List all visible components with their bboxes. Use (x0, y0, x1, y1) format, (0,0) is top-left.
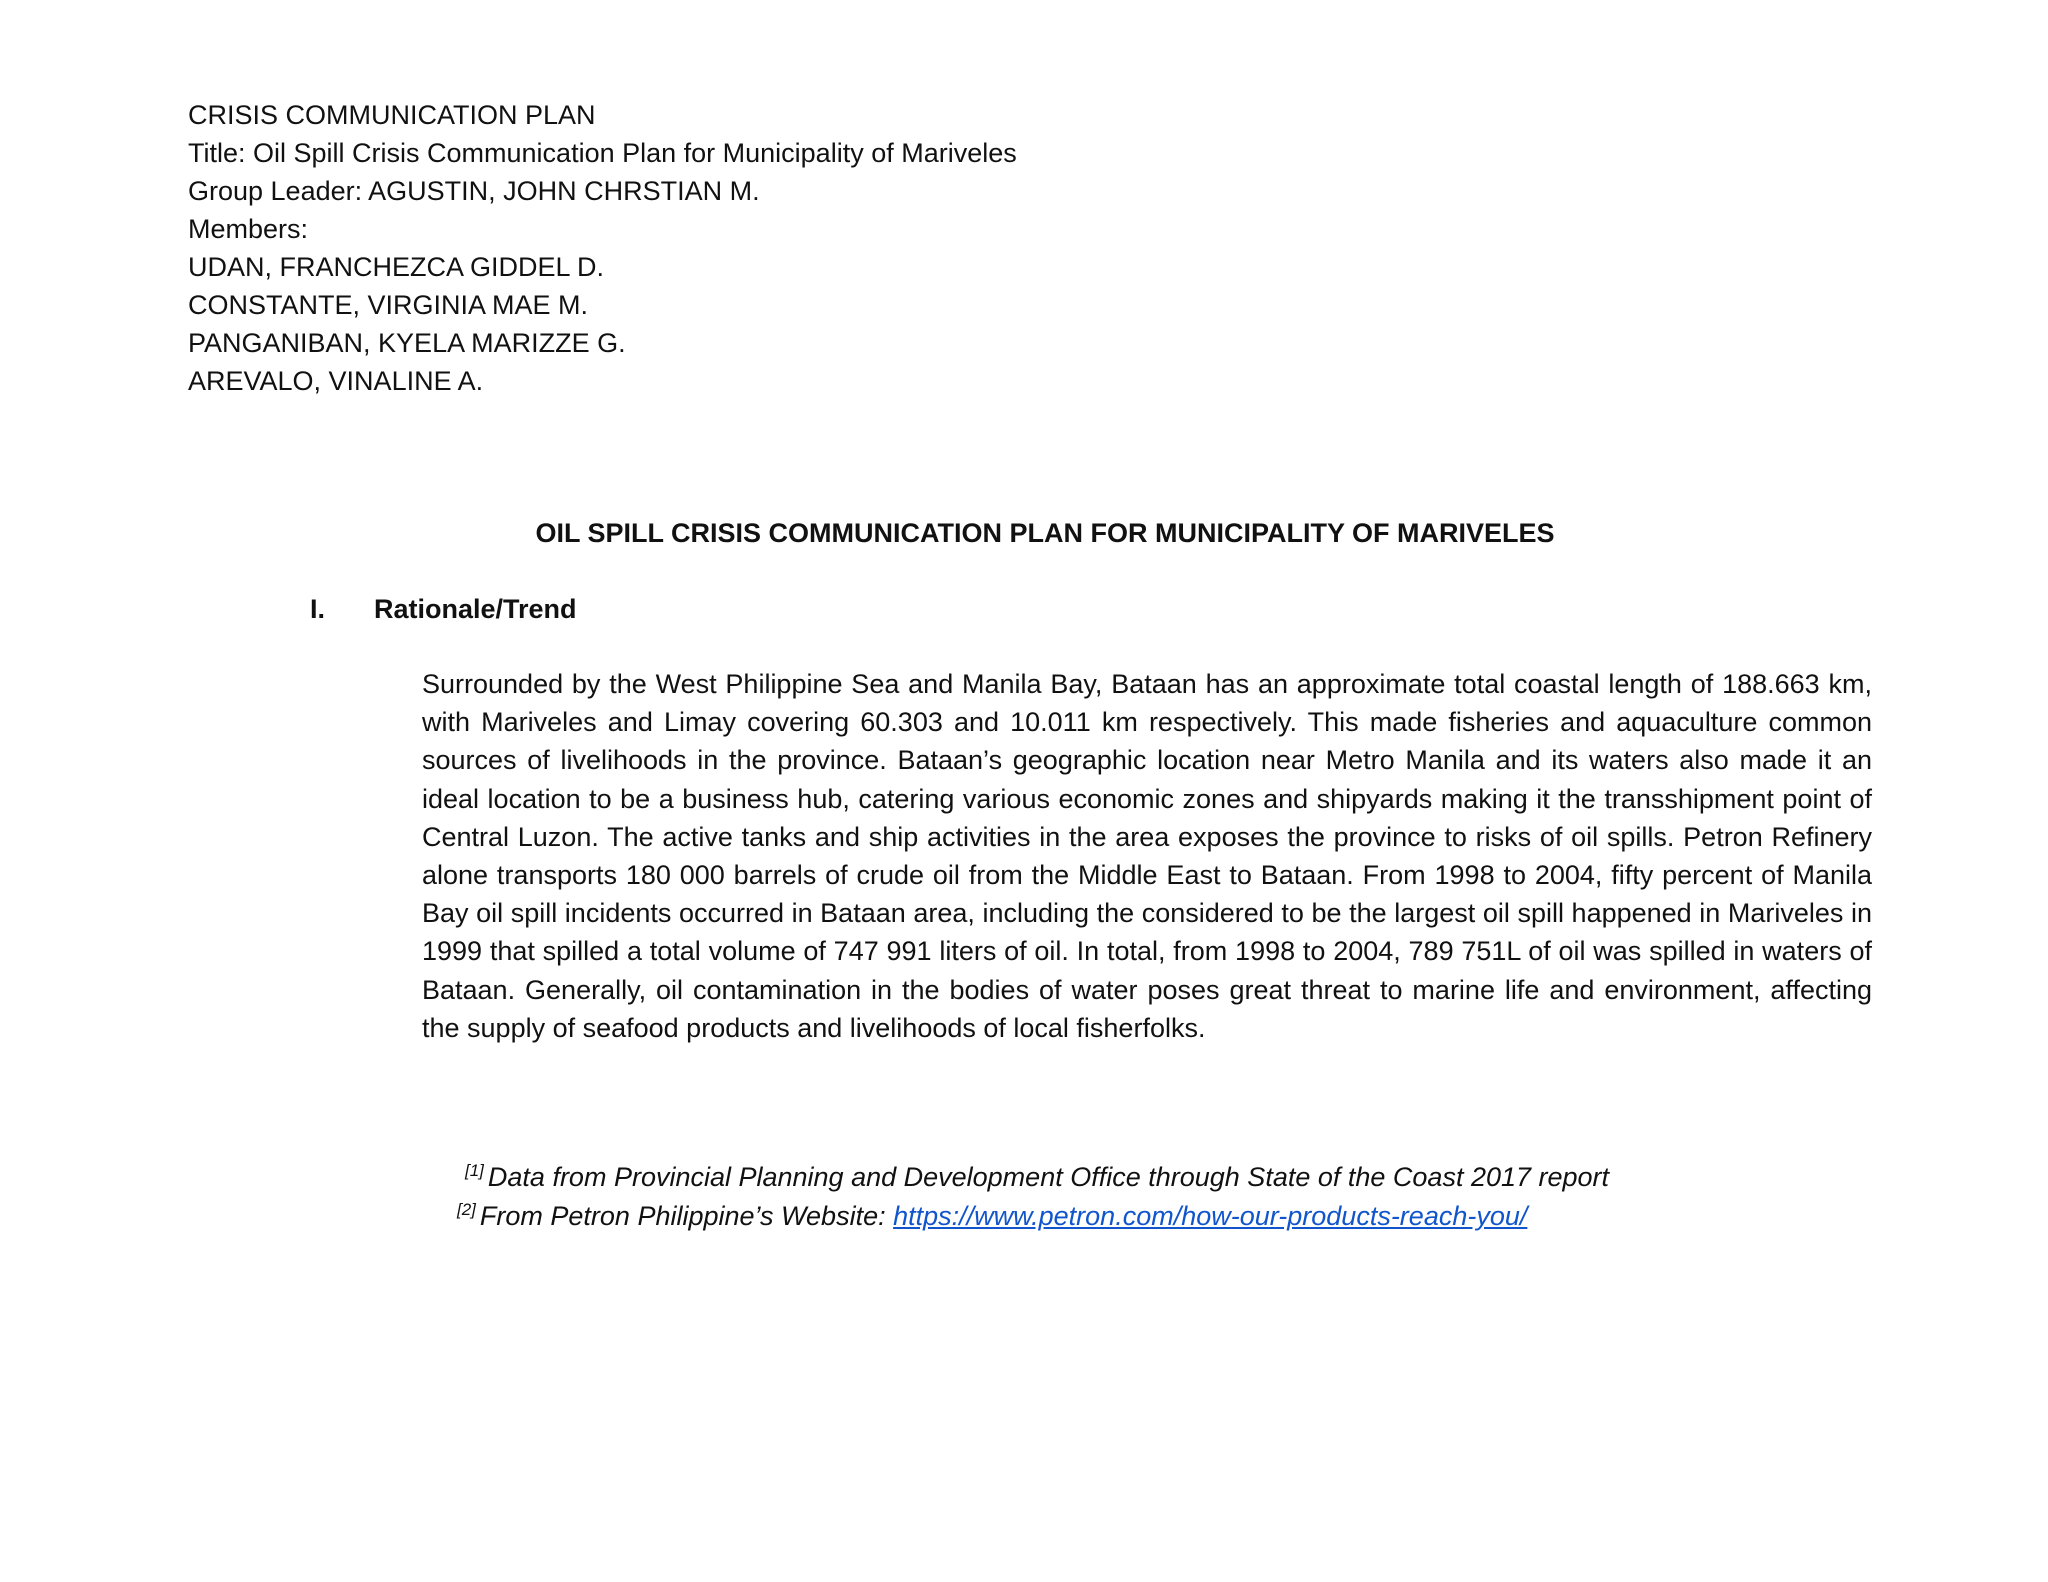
plan-label: CRISIS COMMUNICATION PLAN (188, 100, 596, 130)
member-name: AREVALO, VINALINE A. (188, 366, 484, 396)
plan-title-line: Title: Oil Spill Crisis Communication Plan for Municipality of Mariveles (188, 138, 1017, 168)
rationale-paragraph: Surrounded by the West Philippine Sea and Manila Bay, Bataan has an approximate total coastal length of 188.663 km, with Mariveles and Limay covering 60.303 and 10.011 km respectively. This made fisheries and aquaculture common sources of livelihoods in the province. Bataan’s geographic location near Metro Manila and its waters also made it an ideal location to be a business hub, catering various economic zones and shipyards making it the transshipment point of Central Luzon. The active tanks and ship activities in the area exposes the province to risks of oil spills. Petron Refinery alone transports 180 000 barrels of crude oil from the Middle East to Bataan. From 1998 to 2004, fifty percent of Manila Bay oil spill incidents occurred in Bataan area, including the considered to be the largest oil spill happened in Mariveles in 1999 that spilled a total volume of 747 991 liters of oil. In total, from 1998 to 2004, 789 751L of oil was spilled in waters of Bataan. Generally, oil contamination in the bodies of water poses great threat to marine life and environment, affecting the supply of seafood products and livelihoods of local fisherfolks. (422, 669, 1872, 1043)
members-label: Members: (188, 214, 309, 244)
member-name: PANGANIBAN, KYELA MARIZZE G. (188, 328, 626, 358)
footnote-1 (465, 1158, 1609, 1197)
petron-website-link[interactable]: https://www.petron.com/how-our-products-reach-you/ (893, 1201, 1528, 1231)
footnote-text: From Petron Philippine’s Website: (479, 1201, 894, 1231)
document-title: OIL SPILL CRISIS COMMUNICATION PLAN FOR MUNICIPALITY OF MARIVELES (535, 518, 1555, 548)
document-header (188, 96, 1488, 400)
footnotes (457, 1158, 1610, 1236)
footnote-text: Data from Provincial Planning and Development Office through State of the Coast 2017 report (487, 1162, 1610, 1192)
section-title: Rationale/Trend (374, 594, 577, 624)
footnote-2 (457, 1197, 1609, 1236)
section-number: I. (310, 594, 326, 624)
member-name: CONSTANTE, VIRGINIA MAE M. (188, 290, 589, 320)
footnote-marker: [1] (465, 1161, 484, 1180)
section-heading (310, 590, 577, 628)
footnote-marker: [2] (457, 1200, 476, 1219)
member-name: UDAN, FRANCHEZCA GIDDEL D. (188, 252, 605, 282)
group-leader: Group Leader: AGUSTIN, JOHN CHRSTIAN M. (188, 176, 760, 206)
